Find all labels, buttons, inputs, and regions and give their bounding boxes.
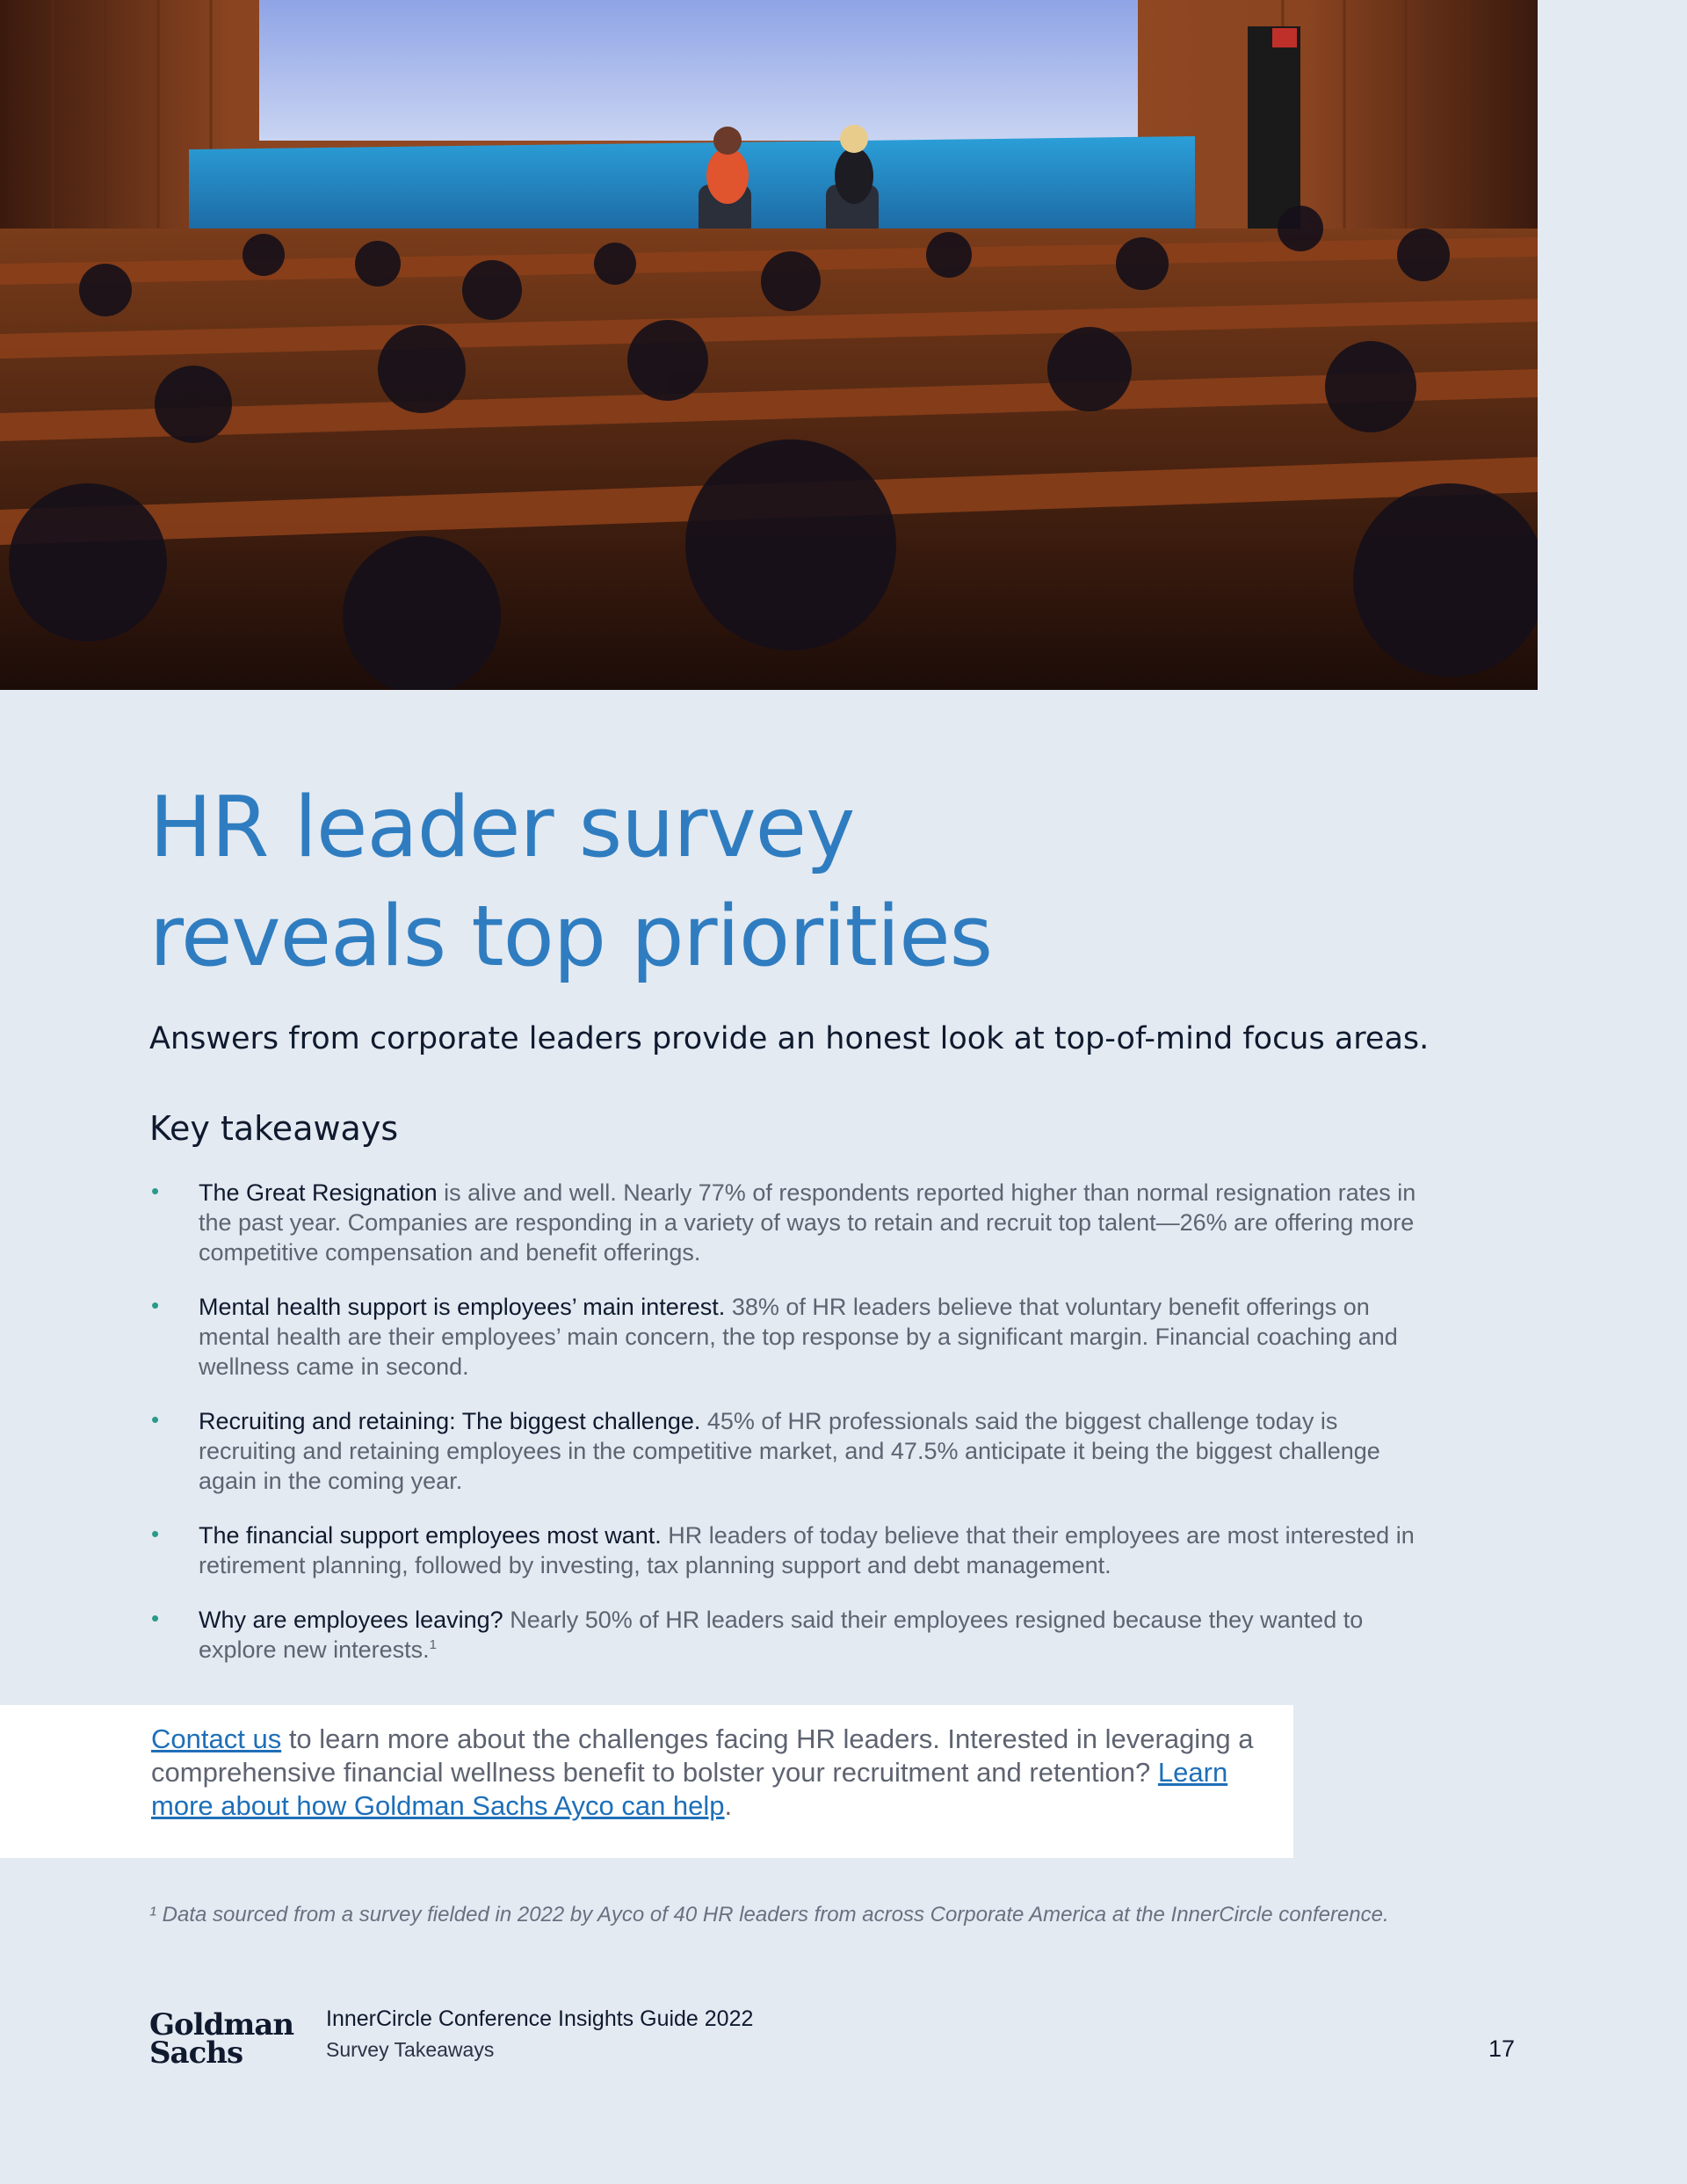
key-takeaways-list bbox=[149, 1178, 1441, 1689]
learn-more-link[interactable]: Learn more about how Goldman Sachs Ayco can help bbox=[151, 1757, 1228, 1821]
hero-image bbox=[0, 0, 1538, 690]
list-item bbox=[149, 1406, 1441, 1496]
takeaway-text: 45% of HR professionals said the biggest challenge today is recruiting and retaining employees in the competitive market, and 47.5% anticipate it being the biggest challenge again in the coming year. bbox=[199, 1408, 1380, 1494]
goldman-sachs-logo bbox=[149, 2007, 294, 2071]
takeaway-lead: Mental health support is employees’ main interest. bbox=[199, 1294, 726, 1320]
bullet-icon: • bbox=[151, 1406, 160, 1433]
page-title bbox=[149, 773, 1292, 991]
takeaway-text: 38% of HR leaders believe that voluntary benefit offerings on mental health are their employees’ main concern, the top response by a significant margin. Financial coaching and wellness came in second. bbox=[199, 1294, 1398, 1380]
page-number: 17 bbox=[1488, 2035, 1515, 2062]
takeaway-lead: The financial support employees most want. bbox=[199, 1522, 662, 1549]
contact-body: to learn more about the challenges facing HR leaders. Interested in leveraging a comprehensive financial wellness benefit to bolster your recruitment and retention? bbox=[151, 1723, 1254, 1788]
logo-line-1: Goldman bbox=[149, 2007, 294, 2043]
contact-us-link[interactable]: Contact us bbox=[151, 1723, 282, 1754]
contact-callout bbox=[0, 1705, 1293, 1858]
key-takeaways-heading: Key takeaways bbox=[149, 1109, 399, 1148]
page-title-line-1: HR leader survey bbox=[149, 780, 855, 876]
list-item bbox=[149, 1520, 1441, 1580]
list-item bbox=[149, 1605, 1441, 1665]
takeaway-lead: Recruiting and retaining: The biggest challenge. bbox=[199, 1408, 701, 1434]
conference-photo bbox=[0, 0, 1538, 690]
takeaway-text: Nearly 50% of HR leaders said their employees resigned because they wanted to explore new interests. bbox=[199, 1607, 1364, 1663]
bullet-icon: • bbox=[151, 1178, 160, 1204]
list-item bbox=[149, 1178, 1441, 1267]
contact-text bbox=[151, 1723, 1267, 1823]
page-title-line-2: reveals top priorities bbox=[149, 889, 993, 985]
page-subtitle: Answers from corporate leaders provide an honest look at top-of-mind focus areas. bbox=[149, 1021, 1430, 1056]
takeaway-lead: The Great Resignation bbox=[199, 1179, 438, 1206]
bullet-icon: • bbox=[151, 1605, 160, 1631]
takeaway-text: HR leaders of today believe that their employees are most interested in retirement planning, followed by investing, tax planning support and debt management. bbox=[199, 1522, 1415, 1578]
footnote: ¹ Data sourced from a survey fielded in 2022 by Ayco of 40 HR leaders from across Corporate America at the InnerCircle conference. bbox=[149, 1903, 1389, 1926]
takeaway-text: is alive and well. Nearly 77% of respondents reported higher than normal resignation rates in the past year. Companies are responding in a variety of ways to retain and recruit top talent—26% are offering more competitive compensation and benefit offerings. bbox=[199, 1179, 1416, 1266]
footer-title: InnerCircle Conference Insights Guide 2022 bbox=[326, 2006, 754, 2031]
bullet-icon: • bbox=[151, 1292, 160, 1318]
logo-line-2: Sachs bbox=[149, 2035, 243, 2071]
footnote-ref: 1 bbox=[429, 1637, 437, 1652]
list-item bbox=[149, 1292, 1441, 1382]
takeaway-lead: Why are employees leaving? bbox=[199, 1607, 503, 1633]
bullet-icon: • bbox=[151, 1520, 160, 1547]
footer-subtitle: Survey Takeaways bbox=[326, 2038, 495, 2061]
contact-end: . bbox=[724, 1790, 733, 1821]
